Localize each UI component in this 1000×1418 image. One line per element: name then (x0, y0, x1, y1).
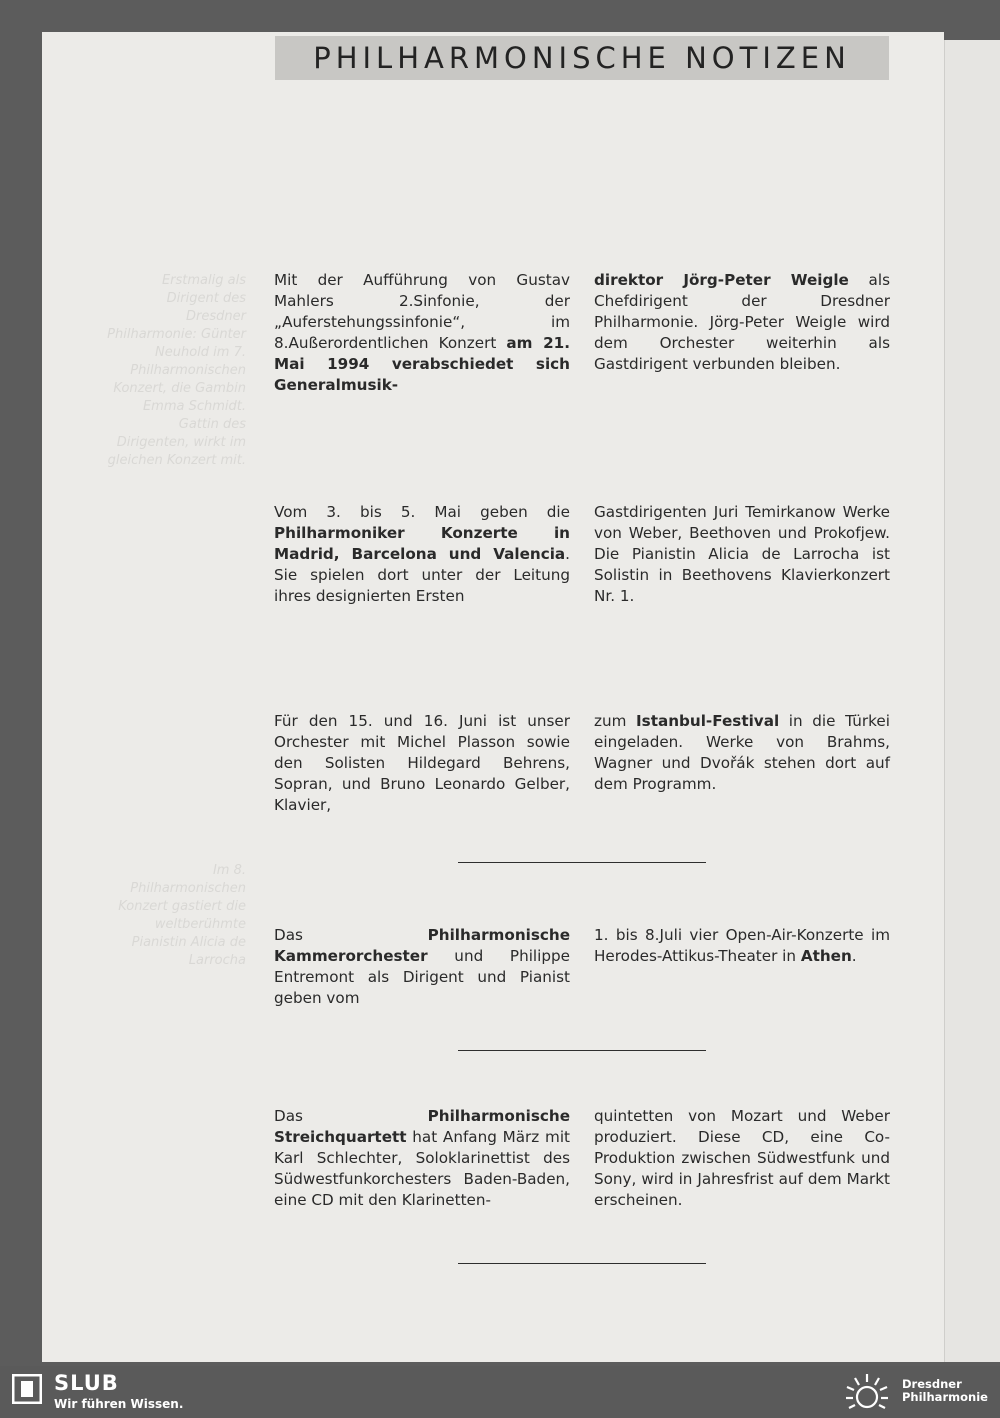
divider-rule (458, 1263, 706, 1264)
divider-rule (458, 862, 706, 863)
margin-note-2: Im 8. Philharmonischen Konzert gastiert die weltberühmte Pianistin Alicia de Larrocha (118, 863, 246, 968)
margin-note-1: Erstmalig als Dirigent des Dresdner Philharmonie: Günter Neuhold im 7. Philharmonischen Konzert, die Gambin Emma Schmidt. Gattin des Dirigenten, wirkt im gleichen Konzert mit. (107, 273, 246, 468)
footer-bar (0, 1366, 1000, 1418)
slub-slogan: Wir führen Wissen. (54, 1397, 184, 1411)
dresdner-philharmonie-label (902, 1378, 988, 1404)
slub-logo-icon[interactable] (12, 1374, 42, 1404)
notice-1-left: Mit der Aufführung von Gustav Mahlers 2.Sinfonie, der „Auferstehungssinfonie“, im 8.Außerordentlichen Konzert am 21. Mai 1994 verabschiedet sich Generalmusik- (274, 271, 570, 394)
notice-3-right: zum Istanbul-Festival in die Türkei eingeladen. Werke von Brahms, Wagner und Dvořák stehen dort auf dem Programm. (594, 712, 890, 793)
notice-4-right: 1. bis 8.Juli vier Open-Air-Konzerte im Herodes-Attikus-Theater in Athen. (594, 926, 890, 965)
page-title: PHILHARMONISCHE NOTIZEN (313, 41, 851, 75)
notice-5-right: quintetten von Mozart und Weber produziert. Diese CD, eine Co-Produktion zwischen Südwestfunk und Sony, wird in Jahresfrist auf dem Markt erscheinen. (594, 1107, 890, 1209)
notice-3-left: Für den 15. und 16. Juni ist unser Orchester mit Michel Plasson sowie den Solisten Hildegard Behrens, Sopran, und Bruno Leonardo Gelber, Klavier, (274, 712, 570, 814)
notice-2-right: Gastdirigenten Juri Temirkanow Werke von Weber, Beethoven und Prokofjew. Die Pianistin Alicia de Larrocha ist Solistin in Beethovens Klavierkonzert Nr. 1. (594, 503, 890, 605)
notice-5-left: Das Philharmonische Streichquartett hat Anfang März mit Karl Schlechter, Soloklarinettist des Südwestfunkorchesters Baden-Baden, eine CD mit den Klarinetten- (274, 1107, 570, 1209)
notice-2-left: Vom 3. bis 5. Mai geben die Philharmoniker Konzerte in Madrid, Barcelona und Valencia. Sie spielen dort unter der Leitung ihres designierten Ersten (274, 503, 570, 605)
divider-rule (458, 1050, 706, 1051)
slub-name[interactable]: SLUB (54, 1371, 119, 1395)
header-bar (275, 36, 889, 80)
notice-4-left: Das Philharmonische Kammerorchester und Philippe Entremont als Dirigent und Pianist geben vom (274, 926, 570, 1007)
notice-1-right: direktor Jörg-Peter Weigle als Chefdirigent der Dresdner Philharmonie. Jörg-Peter Weigle wird dem Orchester weiterhin als Gastdirigent verbunden bleiben. (594, 271, 890, 373)
next-page-edge (944, 40, 1000, 1362)
dp-line-2: Philharmonie (902, 1390, 988, 1404)
dp-line-1: Dresdner (902, 1377, 962, 1391)
dresdner-philharmonie-logo-icon[interactable] (844, 1372, 890, 1412)
